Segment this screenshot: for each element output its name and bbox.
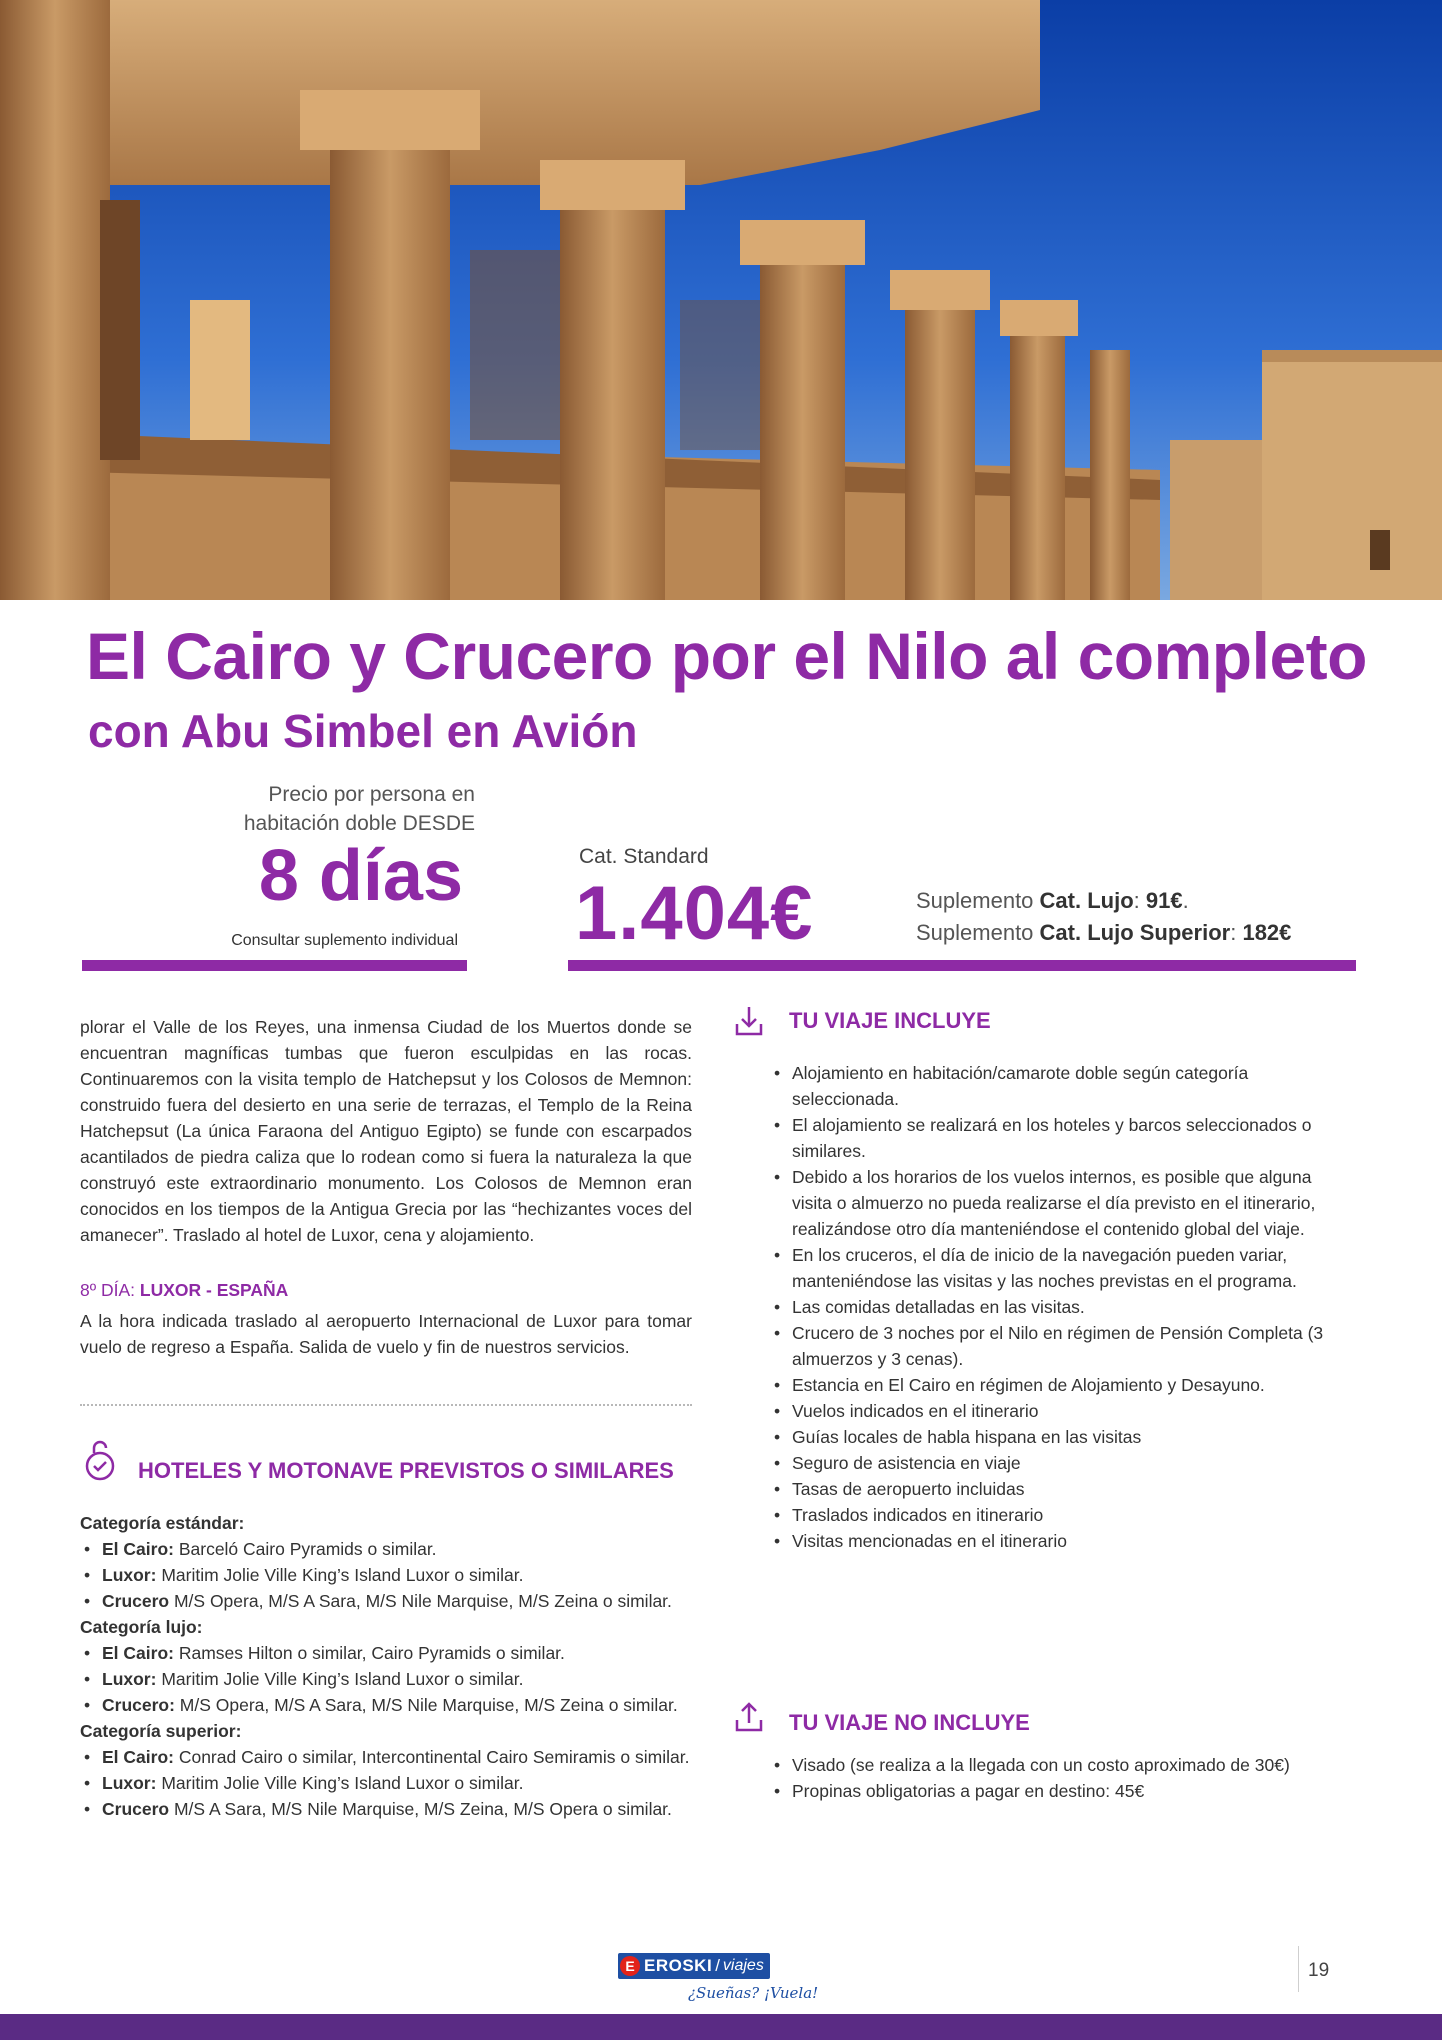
includes-section-title: TU VIAJE INCLUYE — [789, 1008, 991, 1033]
hotel-item-text: Maritim Jolie Ville King’s Island Luxor o similar. — [156, 1565, 524, 1585]
includes-item: • Las comidas detalladas en las visitas. — [770, 1294, 1330, 1320]
bottom-color-bar — [0, 2014, 1442, 2040]
not-includes-section-title: TU VIAJE NO INCLUYE — [789, 1710, 1030, 1735]
trip-duration: 8 días — [258, 836, 463, 916]
supplement-lujo — [916, 888, 1346, 914]
eroski-viajes-logo — [618, 1953, 770, 1979]
hotel-item-label: Luxor: — [102, 1773, 157, 1793]
hotel-item — [80, 1666, 700, 1692]
hotel-item — [80, 1692, 700, 1718]
hotel-category-title: Categoría superior: — [80, 1721, 242, 1741]
hotel-item-text: M/S Opera, M/S A Sara, M/S Nile Marquise, M/S Zeina o similar. — [174, 1695, 678, 1715]
supplement-prefix: Suplemento — [916, 920, 1040, 945]
includes-item: • Estancia en El Cairo en régimen de Alojamiento y Desayuno. — [770, 1372, 1330, 1398]
dotted-divider — [80, 1404, 692, 1406]
hotel-category-title: Categoría estándar: — [80, 1513, 245, 1533]
logo-brand: EROSKI — [644, 1956, 713, 1975]
not-includes-item: • Propinas obligatorias a pagar en destino: 45€ — [770, 1778, 1330, 1804]
includes-item: • En los cruceros, el día de inicio de la navegación pueden variar, manteniéndose las visitas y las noches previstas en el programa. — [770, 1242, 1330, 1294]
day8-title: LUXOR - ESPAÑA — [139, 1280, 289, 1300]
upload-arrow-icon — [734, 1700, 764, 1739]
day8-heading — [80, 1280, 288, 1301]
includes-item: • Vuelos indicados en el itinerario — [770, 1398, 1330, 1424]
hotel-item-text: Conrad Cairo o similar, Intercontinental Cairo Semiramis o similar. — [173, 1747, 690, 1767]
supplement-amount: 91€ — [1145, 888, 1183, 913]
hotel-key-icon — [82, 1440, 118, 1487]
includes-item: • Seguro de asistencia en viaje — [770, 1450, 1330, 1476]
itinerary-continuation: plorar el Valle de los Reyes, una inmensa Ciudad de los Muertos donde se encuentran magníficas tumbas que fueron esculpidas en las rocas. Continuaremos con la visita templo de Hatchepsut y los Colosos de Memnon: construido fuera del desierto en una serie de terrazas, el Templo de la Reina Hatchepsut (La única Faraona del Antiguo Egipto) se funde con escarpados acantilados de piedra caliza que lo rodean como si fuera la naturaleza la que construyó este extraordinario monumento. Los Colosos de Memnon eran conocidos en los tiempos de la Antigua Grecia por las “hechizantes voces del amanecer”. Traslado al hotel de Luxor, cena y alojamiento. — [80, 1017, 692, 1245]
includes-item: • Guías locales de habla hispana en las visitas — [770, 1424, 1330, 1450]
supplement-sep: : — [1133, 888, 1146, 913]
supplement-prefix: Suplemento — [916, 888, 1040, 913]
includes-item: • Debido a los horarios de los vuelos internos, es posible que alguna visita o almuerzo no pueda realizarse el día previsto en el itinerario, realizándose otro día manteniéndose el contenido global del viaje. — [770, 1164, 1330, 1242]
page-title: El Cairo y Crucero por el Nilo al completo — [86, 619, 1367, 693]
includes-item: • Alojamiento en habitación/camarote doble según categoría seleccionada. — [770, 1060, 1330, 1112]
hotels-list — [80, 1510, 700, 1822]
supplement-category: Cat. Lujo Superior — [1039, 920, 1231, 945]
hotel-item-label: Luxor: — [102, 1565, 157, 1585]
hotel-item-text: M/S A Sara, M/S Nile Marquise, M/S Zeina, M/S Opera o similar. — [169, 1799, 672, 1819]
hotels-section-title: HOTELES Y MOTONAVE PREVISTOS O SIMILARES — [138, 1458, 674, 1483]
logo-slogan: ¿Sueñas? ¡Vuela! — [688, 1984, 819, 2002]
temple-illustration — [0, 0, 1442, 600]
hotel-item-text: Maritim Jolie Ville King’s Island Luxor o similar. — [156, 1773, 524, 1793]
hotel-item-text: Ramses Hilton o similar, Cairo Pyramids o similar. — [173, 1643, 565, 1663]
hotel-item — [80, 1796, 700, 1822]
price-label — [180, 780, 475, 838]
not-includes-item: • Visado (se realiza a la llegada con un costo aproximado de 30€) — [770, 1752, 1330, 1778]
hotel-item-label: Luxor: — [102, 1669, 157, 1689]
supplement-suffix: . — [1182, 888, 1189, 913]
includes-item: • Tasas de aeropuerto incluidas — [770, 1476, 1330, 1502]
single-supplement-note: Consultar suplemento individual — [231, 932, 458, 949]
logo-separator: / — [715, 1956, 720, 1975]
day8-text: A la hora indicada traslado al aeropuerto Internacional de Luxor para tomar vuelo de regreso a España. Salida de vuelo y fin de nuestros servicios. — [80, 1311, 692, 1357]
includes-item: • Crucero de 3 noches por el Nilo en régimen de Pensión Completa (3 almuerzos y 3 cenas). — [770, 1320, 1330, 1372]
hotel-item — [80, 1588, 700, 1614]
accent-bar-right — [568, 960, 1356, 971]
download-arrow-icon — [734, 1004, 764, 1043]
hotel-item — [80, 1536, 700, 1562]
page-number-divider — [1298, 1946, 1299, 1992]
supplement-sep: : — [1230, 920, 1243, 945]
supplement-lujo-superior — [916, 920, 1346, 946]
hotel-item-text: Maritim Jolie Ville King’s Island Luxor o similar. — [156, 1669, 524, 1689]
page-subtitle: con Abu Simbel en Avión — [88, 705, 638, 757]
includes-item: • Visitas mencionadas en el itinerario — [770, 1528, 1330, 1554]
hotel-item-label: Crucero — [102, 1591, 170, 1611]
price-label-line1: Precio por persona en — [268, 783, 475, 806]
includes-item: • Traslados indicados en itinerario — [770, 1502, 1330, 1528]
not-includes-list — [770, 1752, 1330, 1804]
hotel-item — [80, 1744, 700, 1770]
category-label: Cat. Standard — [579, 845, 709, 868]
hotel-item-label: El Cairo: — [102, 1539, 174, 1559]
logo-e-mark: E — [620, 1956, 640, 1976]
price-value: 1.404€ — [575, 871, 814, 956]
supplement-category: Cat. Lujo — [1039, 888, 1134, 913]
day8-prefix: 8º DÍA: — [80, 1280, 140, 1300]
hotel-item-label: Crucero — [102, 1799, 170, 1819]
page-number: 19 — [1308, 1960, 1330, 1981]
hotel-item-label: Crucero: — [102, 1695, 175, 1715]
hotel-item — [80, 1640, 700, 1666]
price-label-line2: habitación doble DESDE — [243, 812, 475, 835]
hero-photo — [0, 0, 1442, 600]
hotel-item-label: El Cairo: — [102, 1643, 174, 1663]
logo-sub: viajes — [722, 1957, 764, 1974]
accent-bar-left — [82, 960, 467, 971]
hotel-item-text: M/S Opera, M/S A Sara, M/S Nile Marquise, M/S Zeina o similar. — [169, 1591, 672, 1611]
hotel-item — [80, 1770, 700, 1796]
hotel-item — [80, 1562, 700, 1588]
includes-list — [770, 1060, 1330, 1554]
supplement-amount: 182€ — [1242, 920, 1292, 945]
hotel-item-text: Barceló Cairo Pyramids o similar. — [173, 1539, 437, 1559]
hotel-item-label: El Cairo: — [102, 1747, 174, 1767]
includes-item: • El alojamiento se realizará en los hoteles y barcos seleccionados o similares. — [770, 1112, 1330, 1164]
hotel-category-title: Categoría lujo: — [80, 1617, 203, 1637]
